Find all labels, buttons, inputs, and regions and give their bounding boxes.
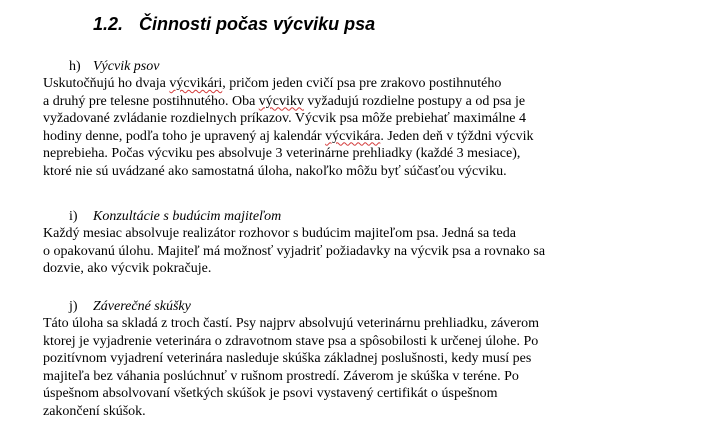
text-run: Každý mesiac absolvuje realizátor rozhovor s budúcim majiteľom psa. Jedná sa teda xyxy=(43,226,516,241)
text-line xyxy=(43,163,683,181)
text-line xyxy=(43,368,683,386)
section-vycvik-psov xyxy=(43,58,683,180)
text-line xyxy=(43,333,683,351)
text-run: , pričom jeden cvičí psa pre zrakovo postihnutého xyxy=(222,76,502,91)
text-run: ktoré nie sú uvádzané ako samostatná úloha, nakoľko môžu byť súčasťou výcviku. xyxy=(43,163,507,179)
text-line xyxy=(43,145,683,163)
heading-number: 1.2. xyxy=(93,14,124,34)
misspelled-word: výcvikára xyxy=(325,128,381,144)
text-line xyxy=(43,93,683,111)
text-run: vyžadujú rozdielne postupy a od psa je xyxy=(303,93,526,109)
text-run: Uskutočňujú ho dvaja xyxy=(43,76,170,91)
misspelled-word: výcvikv xyxy=(258,93,304,109)
text-run: zakončení skúšok. xyxy=(43,403,146,419)
heading-title: Činnosti počas výcviku psa xyxy=(139,14,376,34)
subsection-title: Konzultácie s budúcim majiteľom xyxy=(93,209,282,224)
text-line xyxy=(43,403,683,421)
paragraph xyxy=(43,225,683,278)
text-line xyxy=(43,110,683,128)
subsection-heading xyxy=(43,208,683,225)
text-run: a druhý pre telesne postihnutého. Oba xyxy=(43,93,259,109)
subsection-letter: h) xyxy=(69,59,81,74)
subsection-title: Výcvik psov xyxy=(93,59,160,74)
text-line xyxy=(43,385,683,403)
text-run: . Jeden deň v týždni výcvik xyxy=(380,128,534,144)
section-konzultacie xyxy=(43,208,683,278)
subsection-title: Záverečné skúšky xyxy=(93,299,191,314)
text-line xyxy=(43,260,683,278)
paragraph xyxy=(43,315,683,420)
text-run: neprebieha. Počas výcviku pes absolvuje 3 veterinárne prehliadky (každé 3 mesiace), xyxy=(43,146,521,161)
text-line xyxy=(43,128,683,146)
subsection-letter: i) xyxy=(69,209,78,224)
text-line xyxy=(43,350,683,368)
text-line xyxy=(43,225,683,243)
text-run: ktorej je vyjadrenie veterinára o zdravotnom stave psa a spôsobilosti k určenej úlohe. Po xyxy=(43,333,539,349)
text-run: dozvie, ako výcvik pokračuje. xyxy=(43,261,212,276)
paragraph xyxy=(43,75,683,180)
text-run: Táto úloha sa skladá z troch častí. Psy najprv absolvujú veterinárnu prehliadku, záverom xyxy=(43,316,540,331)
subsection-letter: j) xyxy=(69,299,78,314)
text-run: vyžadované zvládanie rozdielnych príkazov. Výcvik psa môže prebiehať maximálne 4 xyxy=(43,111,526,126)
text-run: pozitívnom vyjadrení veterinára nasleduje skúška základnej poslušnosti, kedy musí pes xyxy=(43,351,532,366)
subsection-heading xyxy=(43,298,683,315)
misspelled-word: výcvikári xyxy=(169,76,223,91)
section-zaverecne-skusky xyxy=(43,298,683,420)
text-line xyxy=(43,315,683,333)
text-run: úspešnom absolvovaní všetkých skúšok je psovi vystavený certifikát o úspešnom xyxy=(43,386,498,401)
text-line xyxy=(43,243,683,261)
text-run: majiteľa bez váhania poslúchnuť v rušnom prostredí. Záverom je skúška v teréne. Po xyxy=(43,368,519,384)
subsection-heading xyxy=(43,58,683,75)
text-line xyxy=(43,75,683,93)
text-run: hodiny denne, podľa toho je upravený aj kalendár xyxy=(43,128,326,144)
section-heading xyxy=(93,12,375,36)
text-run: o opakovanú úlohu. Majiteľ má možnosť vyjadriť požiadavky na výcvik psa a rovnako sa xyxy=(43,243,546,259)
